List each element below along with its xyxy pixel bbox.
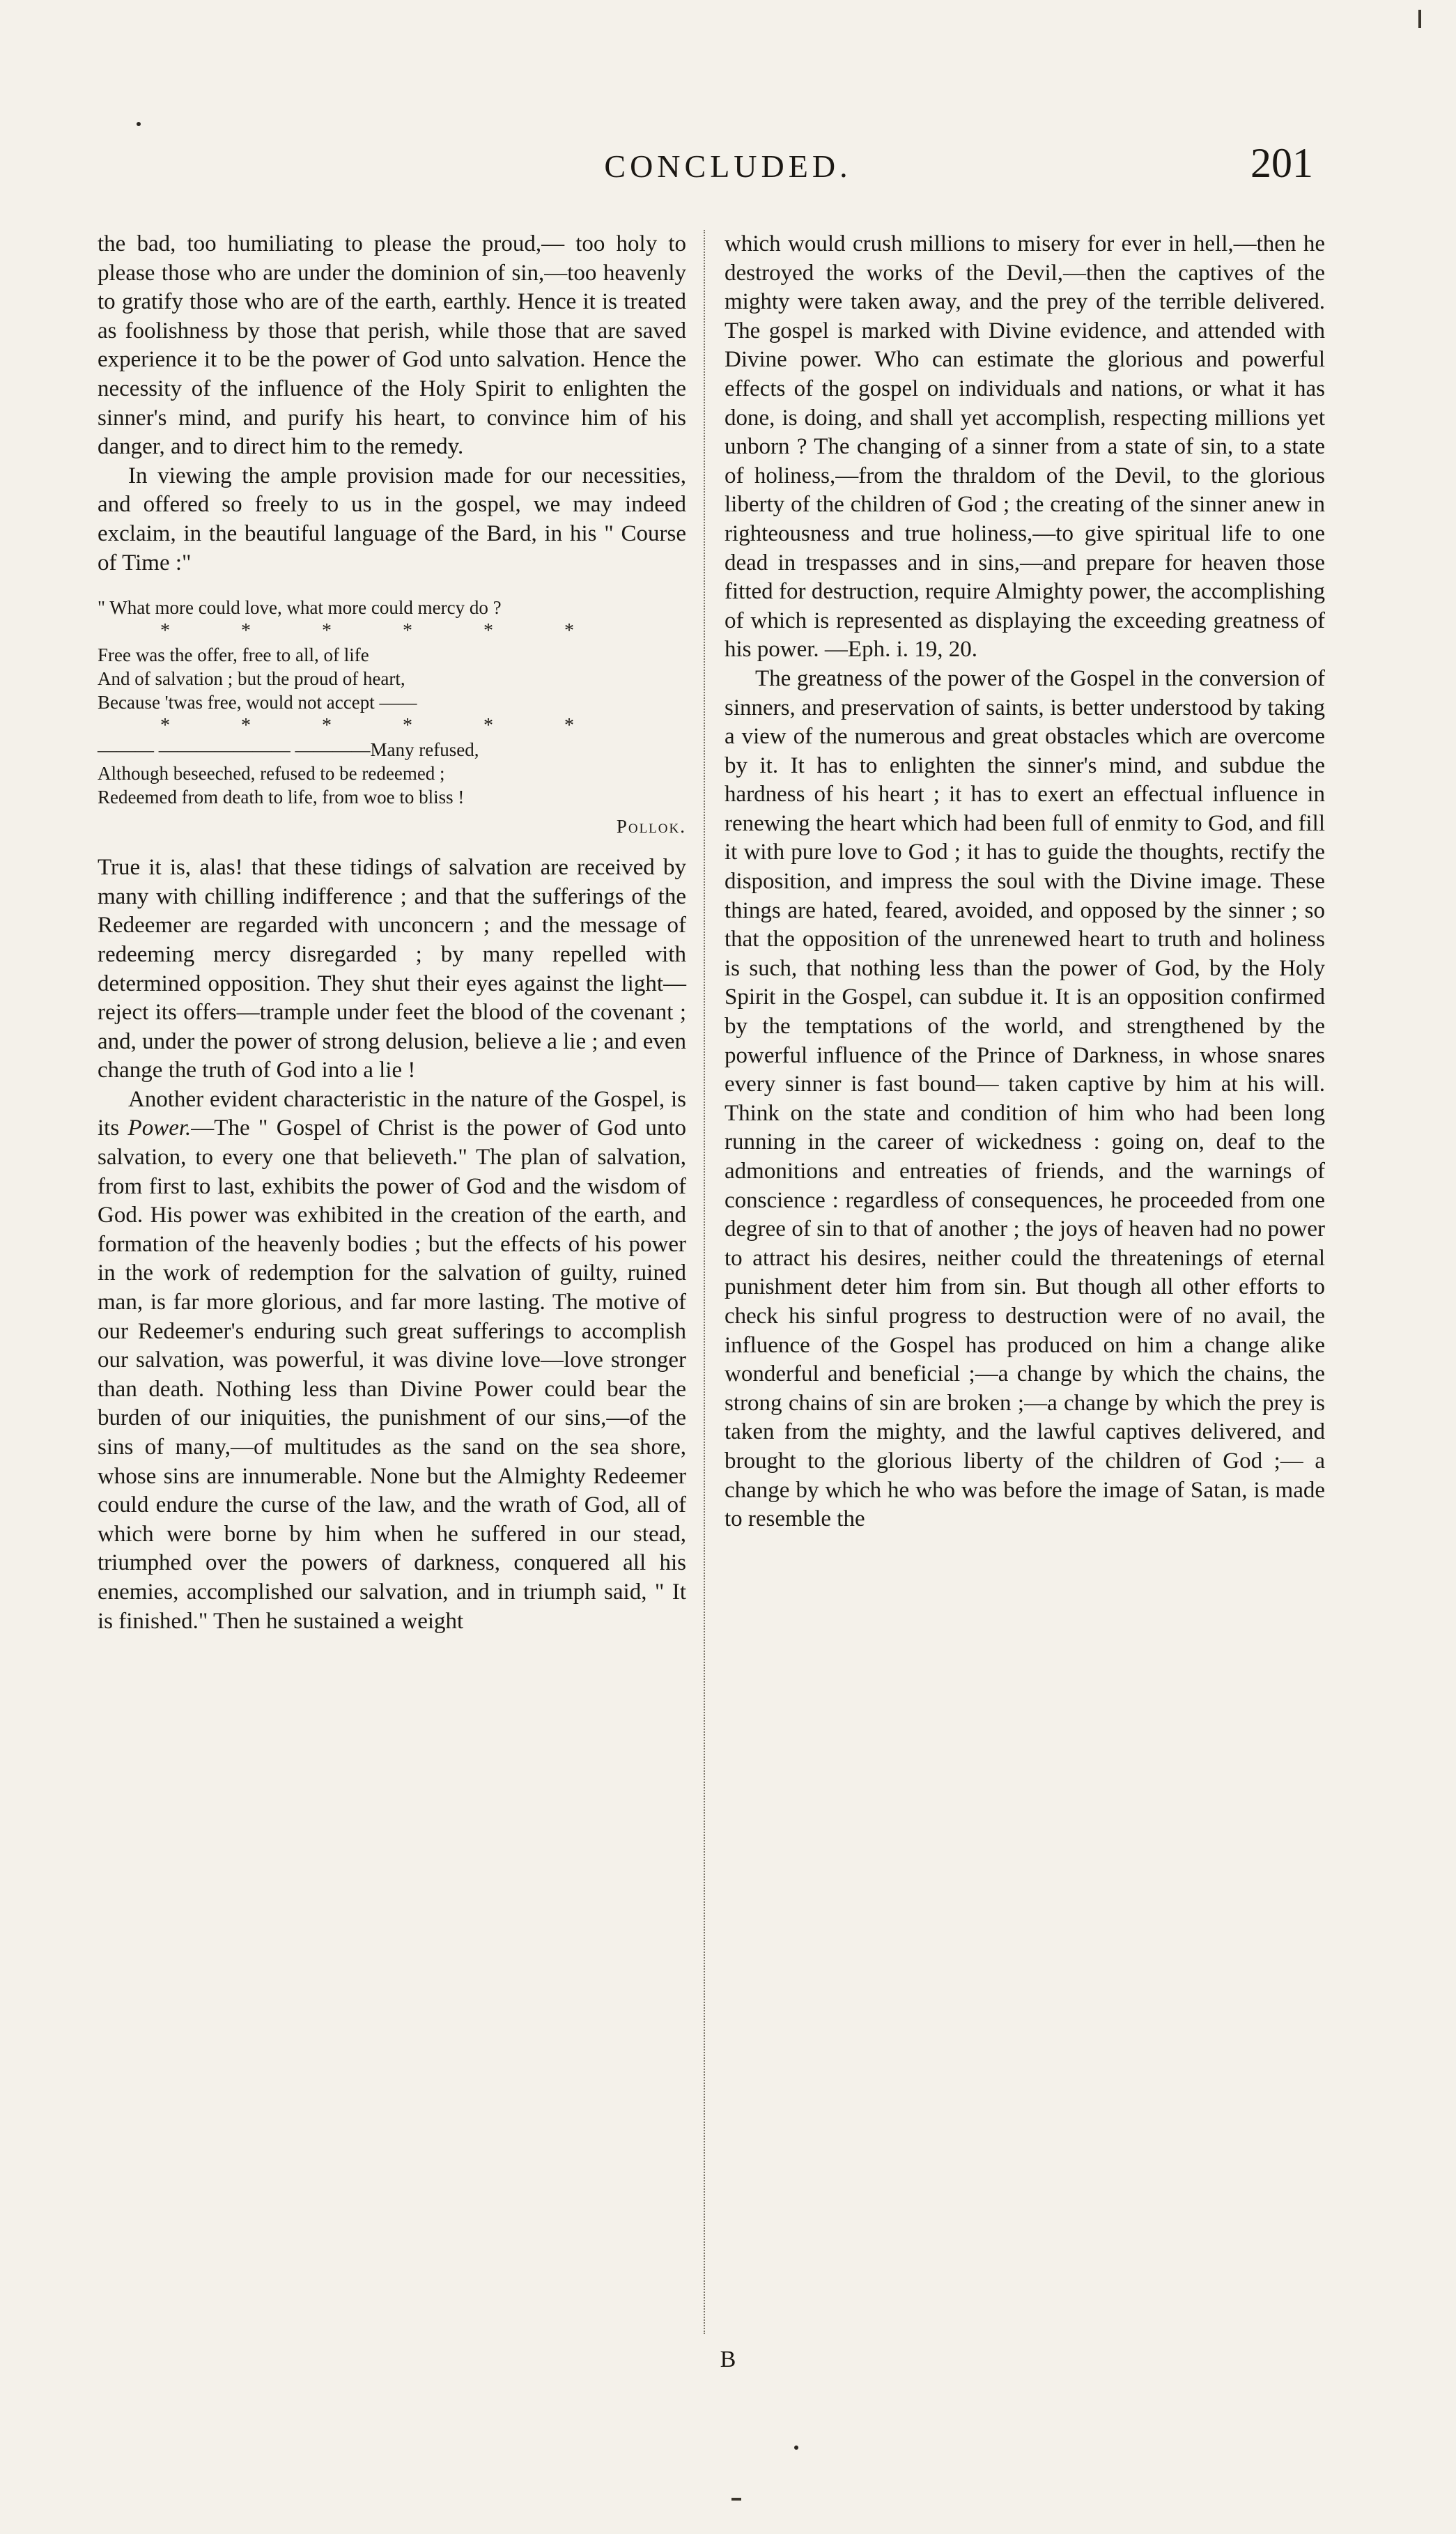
paragraph xyxy=(98,1086,686,1636)
ellipsis-stars: * * * * * * xyxy=(160,620,574,642)
poem-line: Because 'twas free, would not accept —— xyxy=(98,692,417,713)
ellipsis-stars: * * * * * * xyxy=(160,715,574,737)
paragraph: which would crush millions to misery for ever in hell,—then he destroyed the works of the Devil,—then the captives of the mighty were taken away, and the prey of the terrible delivered. The gospel is marked with Divine evidence, and attended with Divine power. Who can estimate the glorious and powerful effects of the gospel on individuals and nations, or what it has done, is doing, and shall yet accomplish, respecting millions yet unborn ? The changing of a sinner from a state of sin, to a state of holiness,—from the thraldom of the Devil, to the glorious liberty of the children of God ; the creating of the sinner anew in righteousness and true holiness,—to give spiritual life to one dead in trespasses and in sins,—and prepare for heaven those fitted for destruction, require Almighty power, the accomplishing of which is represented as displaying the exceeding greatness of his power. —Eph. i. 19, 20. xyxy=(725,231,1325,663)
page-number: 201 xyxy=(1250,140,1313,186)
right-column xyxy=(725,230,1325,1534)
ink-speck xyxy=(731,2498,741,2501)
paragraph: True it is, alas! that these tidings of salvation are received by many with chilling indifference ; and that the sufferings of the Redeemer are regarded with unconcern ; and the message of redeeming mercy disregarded ; by many repelled with determined opposition. They shut their eyes against the light—reject its offers—trample under feet the blood of the covenant ; and, under the power of strong delusion, believe a lie ; and even change the truth of God into a lie ! xyxy=(98,855,686,1083)
paragraph: In viewing the ample provision made for our necessities, and offered so freely to us in the gospel, we may indeed exclaim, in the beautiful language of the Bard, in his " Course of Time :" xyxy=(98,463,686,575)
poem-quotation xyxy=(98,596,686,838)
poem-attribution: Pollok. xyxy=(616,816,686,837)
paragraph-text: Another evident characteristic in the nature of the Gospel, is its xyxy=(98,1086,686,1141)
poem-line: Redeemed from death to life, from woe to bliss ! xyxy=(98,787,465,808)
paragraph: The greatness of the power of the Gospel in the conversion of sinners, and preservation of saints, is better understood by taking a view of the numerous and great obstacles which are overcome by it. It has to enlighten the sinner's mind, and subdue the hardness of his heart ; it has to exert an effectual influence in renewing the heart which had been full of enmity to God, and fill it with pure love to God ; it has to guide the thoughts, rectify the disposition, and impress the soul with the Divine image. These things are hated, feared, avoided, and opposed by the sinner ; so that the opposition of the unrenewed heart to truth and holiness is such, that nothing less than the power of God, by the Holy Spirit in the Gospel, can subdue it. It is an opposition confirmed by the temptations of the world, and strengthened by the powerful influence of the Prince of Darkness, in whose snares every sinner is fast bound— taken captive by him at his will. Think on the state and condition of him who had been long running in the career of wickedness : going on, deaf to the admonitions and entreaties of friends, and the warnings of conscience : regardless of consequences, he proceeded from one degree of sin to that of another ; the joys of heaven had no power to attract his desires, neither could the threatenings of eternal punishment deter him from sin. But though all other efforts to check his sinful progress to destruction were of no avail, the influence of the Gospel has produced on him a change alike wonderful and beneficial ;—a change by which the chains, the strong chains of sin are broken ;—a change by which the prey is taken from the mighty, and the lawful captives delivered, and brought to the glorious liberty of the children of God ;— a change by which he who was before the image of Satan, is made to resemble the xyxy=(725,665,1325,1532)
margin-mark xyxy=(1418,10,1421,28)
poem-line: Free was the offer, free to all, of life xyxy=(98,644,369,666)
left-column xyxy=(98,230,686,1636)
paragraph-text: —The " Gospel of Christ is the power of God unto salvation, to every one that believeth." The plan of salvation, from first to last, exhibits the power of God and the wisdom of God. His power was exhibited in the creation of the earth, and formation of the heavenly bodies ; but the effects of his power in the work of redemption for the salvation of guilty, ruined man, is far more glorious, and far more lasting. The motive of our Redeemer's enduring such great sufferings to accomplish our salvation, was powerful, it was divine love—love stronger than death. Nothing less than Divine Power could bear the burden of our iniquities, the punishment of our sins,—of the sins of many,—of multitudes as the sand on the sea shore, whose sins are innumerable. None but the Almighty Redeemer could endure the curse of the law, and the wrath of God, all of which were borne by him when he suffered in our stead, triumphed over the powers of darkness, conquered all his enemies, accomplished our salvation, and in triumph said, " It is finished." Then he sustained a weight xyxy=(98,1115,686,1634)
ink-speck xyxy=(137,122,141,126)
poem-line: Although beseeched, refused to be redeemed ; xyxy=(98,763,445,785)
paragraph: the bad, too humiliating to please the proud,— too holy to please those who are under the dominion of sin,—too heavenly to gratify those who are of the earth, earthly. Hence it is treated as foolishness by those that perish, while those that are saved experience it to be the power of God unto salvation. Hence the necessity of the influence of the Holy Spirit to enlighten the sinner's mind, and purify his heart, to convince him of his danger, and to direct him to the remedy. xyxy=(98,231,686,460)
poem-line: ——— ——————— ————Many refused, xyxy=(98,739,479,761)
emphasis-power: Power. xyxy=(127,1115,192,1141)
poem-line: " What more could love, what more could mercy do ? xyxy=(98,597,502,619)
ink-speck xyxy=(794,2446,798,2450)
column-divider xyxy=(704,230,705,2334)
signature-mark: B xyxy=(720,2347,736,2372)
running-head: CONCLUDED. xyxy=(604,148,852,184)
poem-line: And of salvation ; but the proud of heart, xyxy=(98,668,405,690)
